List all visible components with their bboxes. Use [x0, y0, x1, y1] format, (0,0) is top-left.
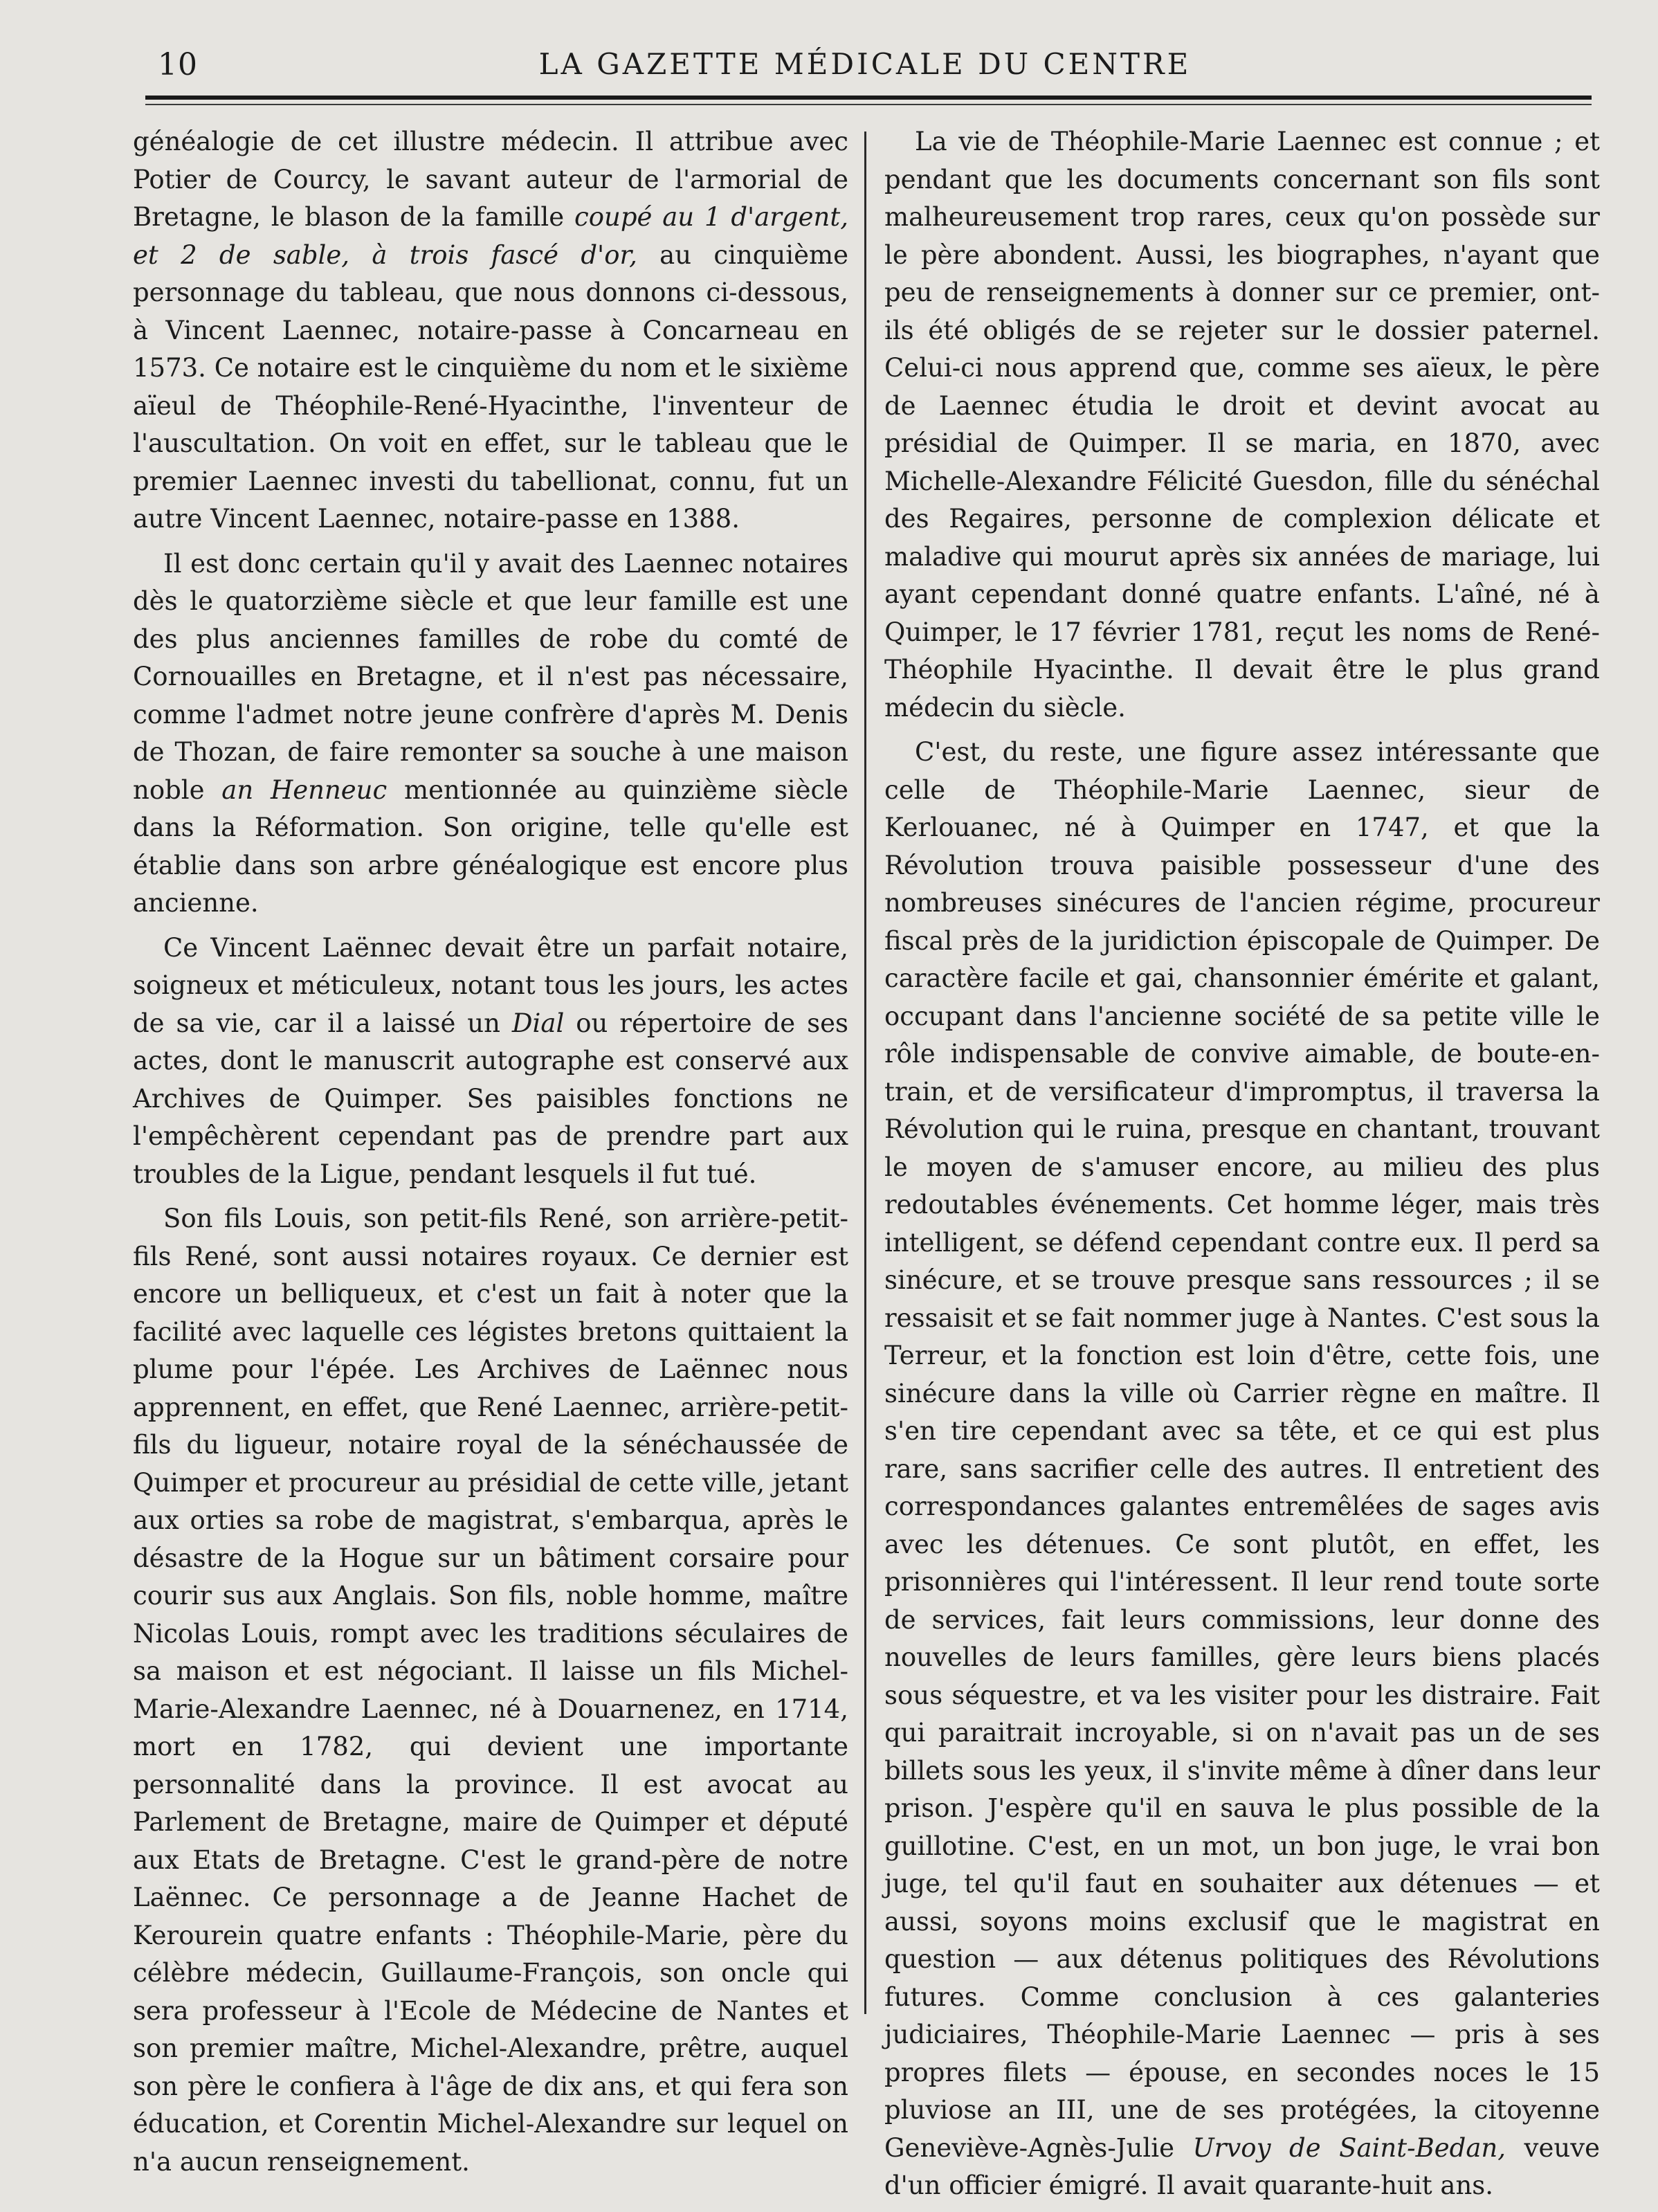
emphasis: Dial — [511, 1008, 565, 1038]
emphasis: an Henneuc — [221, 774, 388, 805]
paragraph: Ce Vincent Laënnec devait être un parfait notaire, soigneux et méticuleux, notant tous les jours, les actes de sa vie, car il a laissé un Dial ou répertoire de ses actes, dont le manuscrit autographe est conservé aux Archives de Quimper. Ses paisibles fonctions ne l'empêchèrent cependant pas de prendre part aux troubles de la Ligue, pendant lesquels il fut tué. — [133, 932, 848, 1189]
header-rule-thin — [145, 104, 1592, 105]
left-column — [133, 123, 848, 2188]
paragraph: Son fils Louis, son petit-fils René, son arrière-petit-fils René, sont aussi notaires royaux. Ce dernier est encore un belliqueux, et c'est un fait à noter que la facilité avec laquelle ces légistes bretons quittaient la plume pour l'épée. Les Archives de Laënnec nous apprennent, en effet, que René Laennec, arrière-petit-fils du ligueur, notaire royal de la sénéchaussée de Quimper et procureur au présidial de cette ville, jetant aux orties sa robe de magistrat, s'embarqua, après le désastre de la Hogue sur un bâtiment corsaire pour courir sus aux Anglais. Son fils, noble homme, maître Nicolas Louis, rompt avec les traditions séculaires de sa maison et est négociant. Il laisse un fils Michel-Marie-Alexandre Laennec, né à Douarnenez, en 1714, mort en 1782, qui devient une importante personnalité dans la province. Il est avocat au Parlement de Bretagne, maire de Quimper et député aux Etats de Bretagne. C'est le grand-père de notre Laënnec. Ce personnage a de Jeanne Hachet de Kerourein quatre enfants : Théophile-Marie, père du célèbre médecin, Guillaume-François, son oncle qui sera professeur à l'Ecole de Médecine de Nantes et son premier maître, Michel-Alexandre, prêtre, auquel son père le confiera à l'âge de dix ans, et qui fera son éducation, et Corentin Michel-Alexandre sur lequel on n'a aucun renseignement. — [133, 1204, 848, 2177]
paragraph: Il est donc certain qu'il y avait des Laennec notaires dès le quatorzième siècle et que leur famille est une des plus anciennes familles de robe du comté de Cornouailles en Bretagne, et il n'est pas nécessaire, comme l'admet notre jeune confrère d'après M. Denis de Thozan, de faire remonter sa souche à une maison noble an Henneuc mentionnée au quinzième siècle dans la Réformation. Son origine, telle qu'elle est établie dans son arbre généalogique est encore plus ancienne. — [133, 548, 848, 918]
page-header — [138, 42, 1592, 90]
page-number: 10 — [158, 47, 198, 82]
emphasis: coupé au 1 d'argent, et 2 de sable, à trois fascé d'or, — [133, 202, 848, 270]
emphasis: Urvoy de Saint-Bedan, — [1192, 2132, 1506, 2163]
running-title: LA GAZETTE MÉDICALE DU CENTRE — [538, 47, 1192, 81]
column-divider — [864, 132, 866, 2014]
paragraph: généalogie de cet illustre médecin. Il attribue avec Potier de Courcy, le savant auteur de l'armorial de Bretagne, le blason de la famille coupé au 1 d'argent, et 2 de sable, à trois fascé d'or, au cinquième personnage du tableau, que nous donnons ci-dessous, à Vincent Laennec, notaire-passe à Concarneau en 1573. Ce notaire est le cinquième du nom et le sixième aïeul de Théophile-René-Hyacinthe, l'inventeur de l'auscultation. On voit en effet, sur le tableau que le premier Laennec investi du tabellionat, connu, fut un autre Vincent Laennec, notaire-passe en 1388. — [133, 127, 848, 534]
paragraph: La vie de Théophile-Marie Laennec est connue ; et pendant que les documents concernant son fils sont malheureusement trop rares, ceux qu'on possède sur le père abondent. Aussi, les biographes, n'ayant que peu de renseignements à donner sur ce premier, ont-ils été obligés de se rejeter sur le dossier paternel. Celui-ci nous apprend que, comme ses aïeux, le père de Laennec étudia le droit et devint avocat au présidial de Quimper. Il se maria, en 1870, avec Michelle-Alexandre Félicité Guesdon, fille du sénéchal des Regaires, personne de complexion délicate et maladive qui mourut après six années de mariage, lui ayant cependant donné quatre enfants. L'aîné, né à Quimper, le 17 février 1781, reçut les noms de René-Théophile Hyacinthe. Il devait être le plus grand médecin du siècle. — [884, 127, 1600, 723]
paragraph: C'est, du reste, une figure assez intéressante que celle de Théophile-Marie Laennec, sieur de Kerlouanec, né à Quimper en 1747, et que la Révolution trouva paisible possesseur d'une des nombreuses sinécures de l'ancien régime, procureur fiscal près de la juridiction épiscopale de Quimper. De caractère facile et gai, chansonnier émérite et galant, occupant dans l'ancienne société de sa petite ville le rôle indispensable de convive aimable, de boute-en-train, et de versificateur d'impromptus, il traversa la Révolution qui le ruina, presque en chantant, trouvant le moyen de s'amuser encore, au milieu des plus redoutables événements. Cet homme léger, mais très intelligent, se défend cependant contre eux. Il perd sa sinécure, et se trouve presque sans ressources ; il se ressaisit et se fait nommer juge à Nantes. C'est sous la Terreur, et la fonction est loin d'être, cette fois, une sinécure dans la ville où Carrier règne en maître. Il s'en tire cependant avec sa tête, et ce qui est plus rare, sans sacrifier celle des autres. Il entretient des correspondances galantes entremêlées de sages avis avec les détenues. Ce sont plutôt, en effet, les prisonnières qui l'intéressent. Il leur rend toute sorte de services, fait leurs commissions, leur donne des nouvelles de leurs familles, gère leurs biens placés sous séquestre, et va les visiter pour les distraire. Fait qui paraitrait incroyable, si on n'avait pas un de ses billets sous les yeux, il s'invite même à dîner dans leur prison. J'espère qu'il en sauva le plus possible de la guillotine. C'est, en un mot, un bon juge, le vrai bon juge, tel qu'il faut en souhaiter aux détenues — et aussi, soyons moins exclusif que le magistrat en question — aux détenus politiques des Révolutions futures. Comme conclusion à ces galanteries judiciaires, Théophile-Marie Laennec — pris à ses propres filets — épouse, en secondes noces le 15 pluviose an III, une de ses protégées, la citoyenne Geneviève-Agnès-Julie Urvoy de Saint-Bedan, veuve d'un officier émigré. Il avait quarante-huit ans. — [884, 737, 1600, 2200]
header-rule — [145, 96, 1592, 100]
right-column — [884, 123, 1600, 2212]
